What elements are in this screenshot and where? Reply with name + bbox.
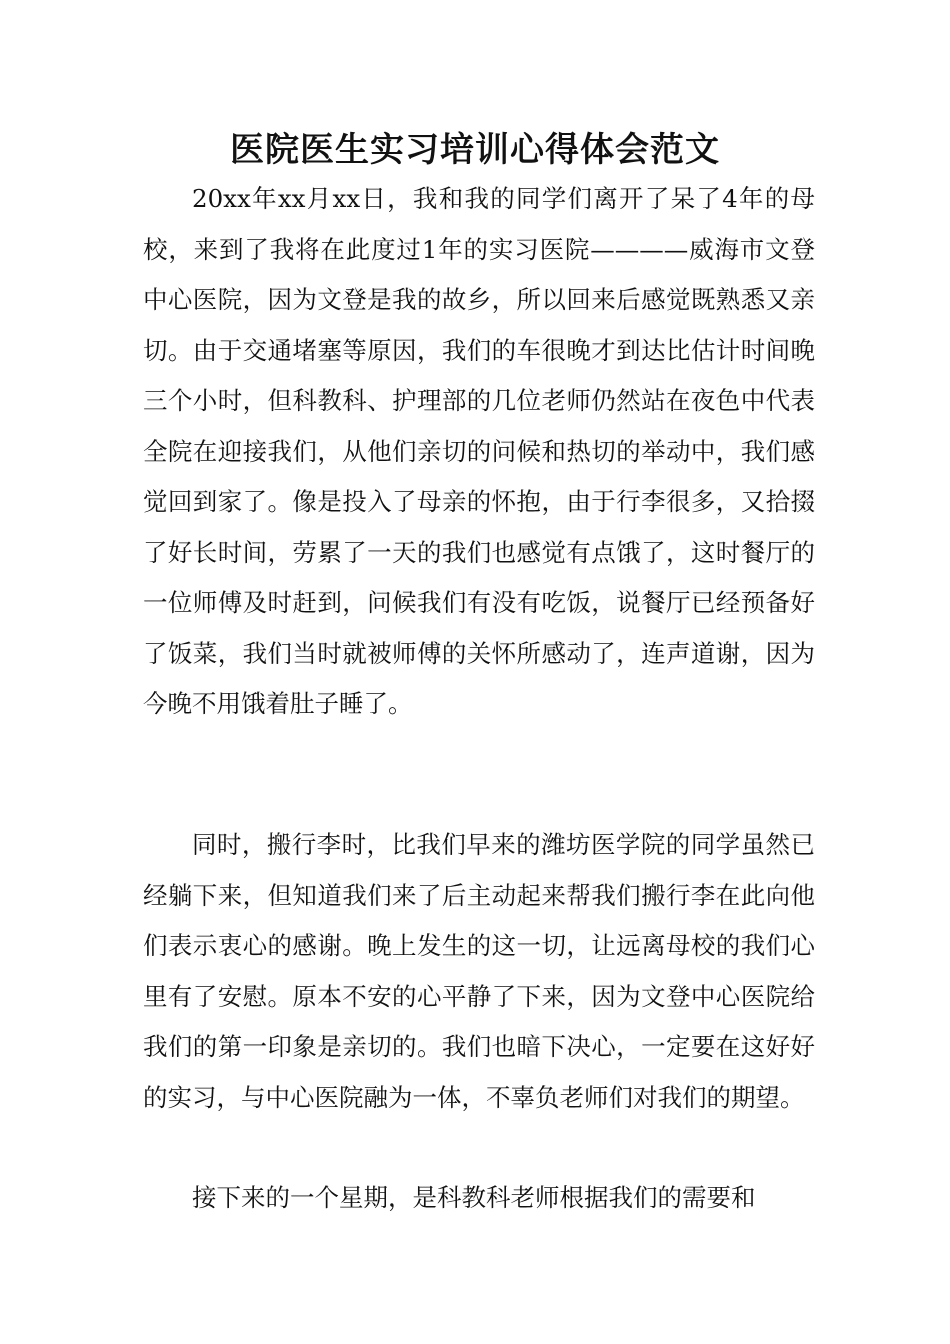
paragraph-3: 接下来的一个星期，是科教科老师根据我们的需要和 [192, 1183, 756, 1212]
document-title: 医院医生实习培训心得体会范文 [230, 130, 720, 170]
paragraph-2: 同时，搬行李时，比我们早来的潍坊医学院的同学虽然已经躺下来，但知道我们来了后主动起来帮我们搬行李在此向他们表示衷心的感谢。晚上发生的这一切，让远离母校的我们心里有了安慰。原本不安的心平静了下来，因为文登中心医院给我们的第一印象是亲切的。我们也暗下决心，一定要在这好好的实习，与中心医院融为一体，不辜负老师们对我们的期望。 [143, 830, 815, 1112]
paragraph-1: 20xx年xx月xx日，我和我的同学们离开了呆了4年的母校，来到了我将在此度过1年的实习医院————威海市文登中心医院，因为文登是我的故乡，所以回来后感觉既熟悉又亲切。由于交通堵塞等原因，我们的车很晚才到达比估计时间晚三个小时，但科教科、护理部的几位老师仍然站在夜色中代表全院在迎接我们，从他们亲切的问候和热切的举动中，我们感觉回到家了。像是投入了母亲的怀抱，由于行李很多，又拾掇了好长时间，劳累了一天的我们也感觉有点饿了，这时餐厅的一位师傅及时赶到，问候我们有没有吃饭，说餐厅已经预备好了饭菜，我们当时就被师傅的关怀所感动了，连声道谢，因为今晚不用饿着肚子睡了。 [143, 184, 815, 718]
